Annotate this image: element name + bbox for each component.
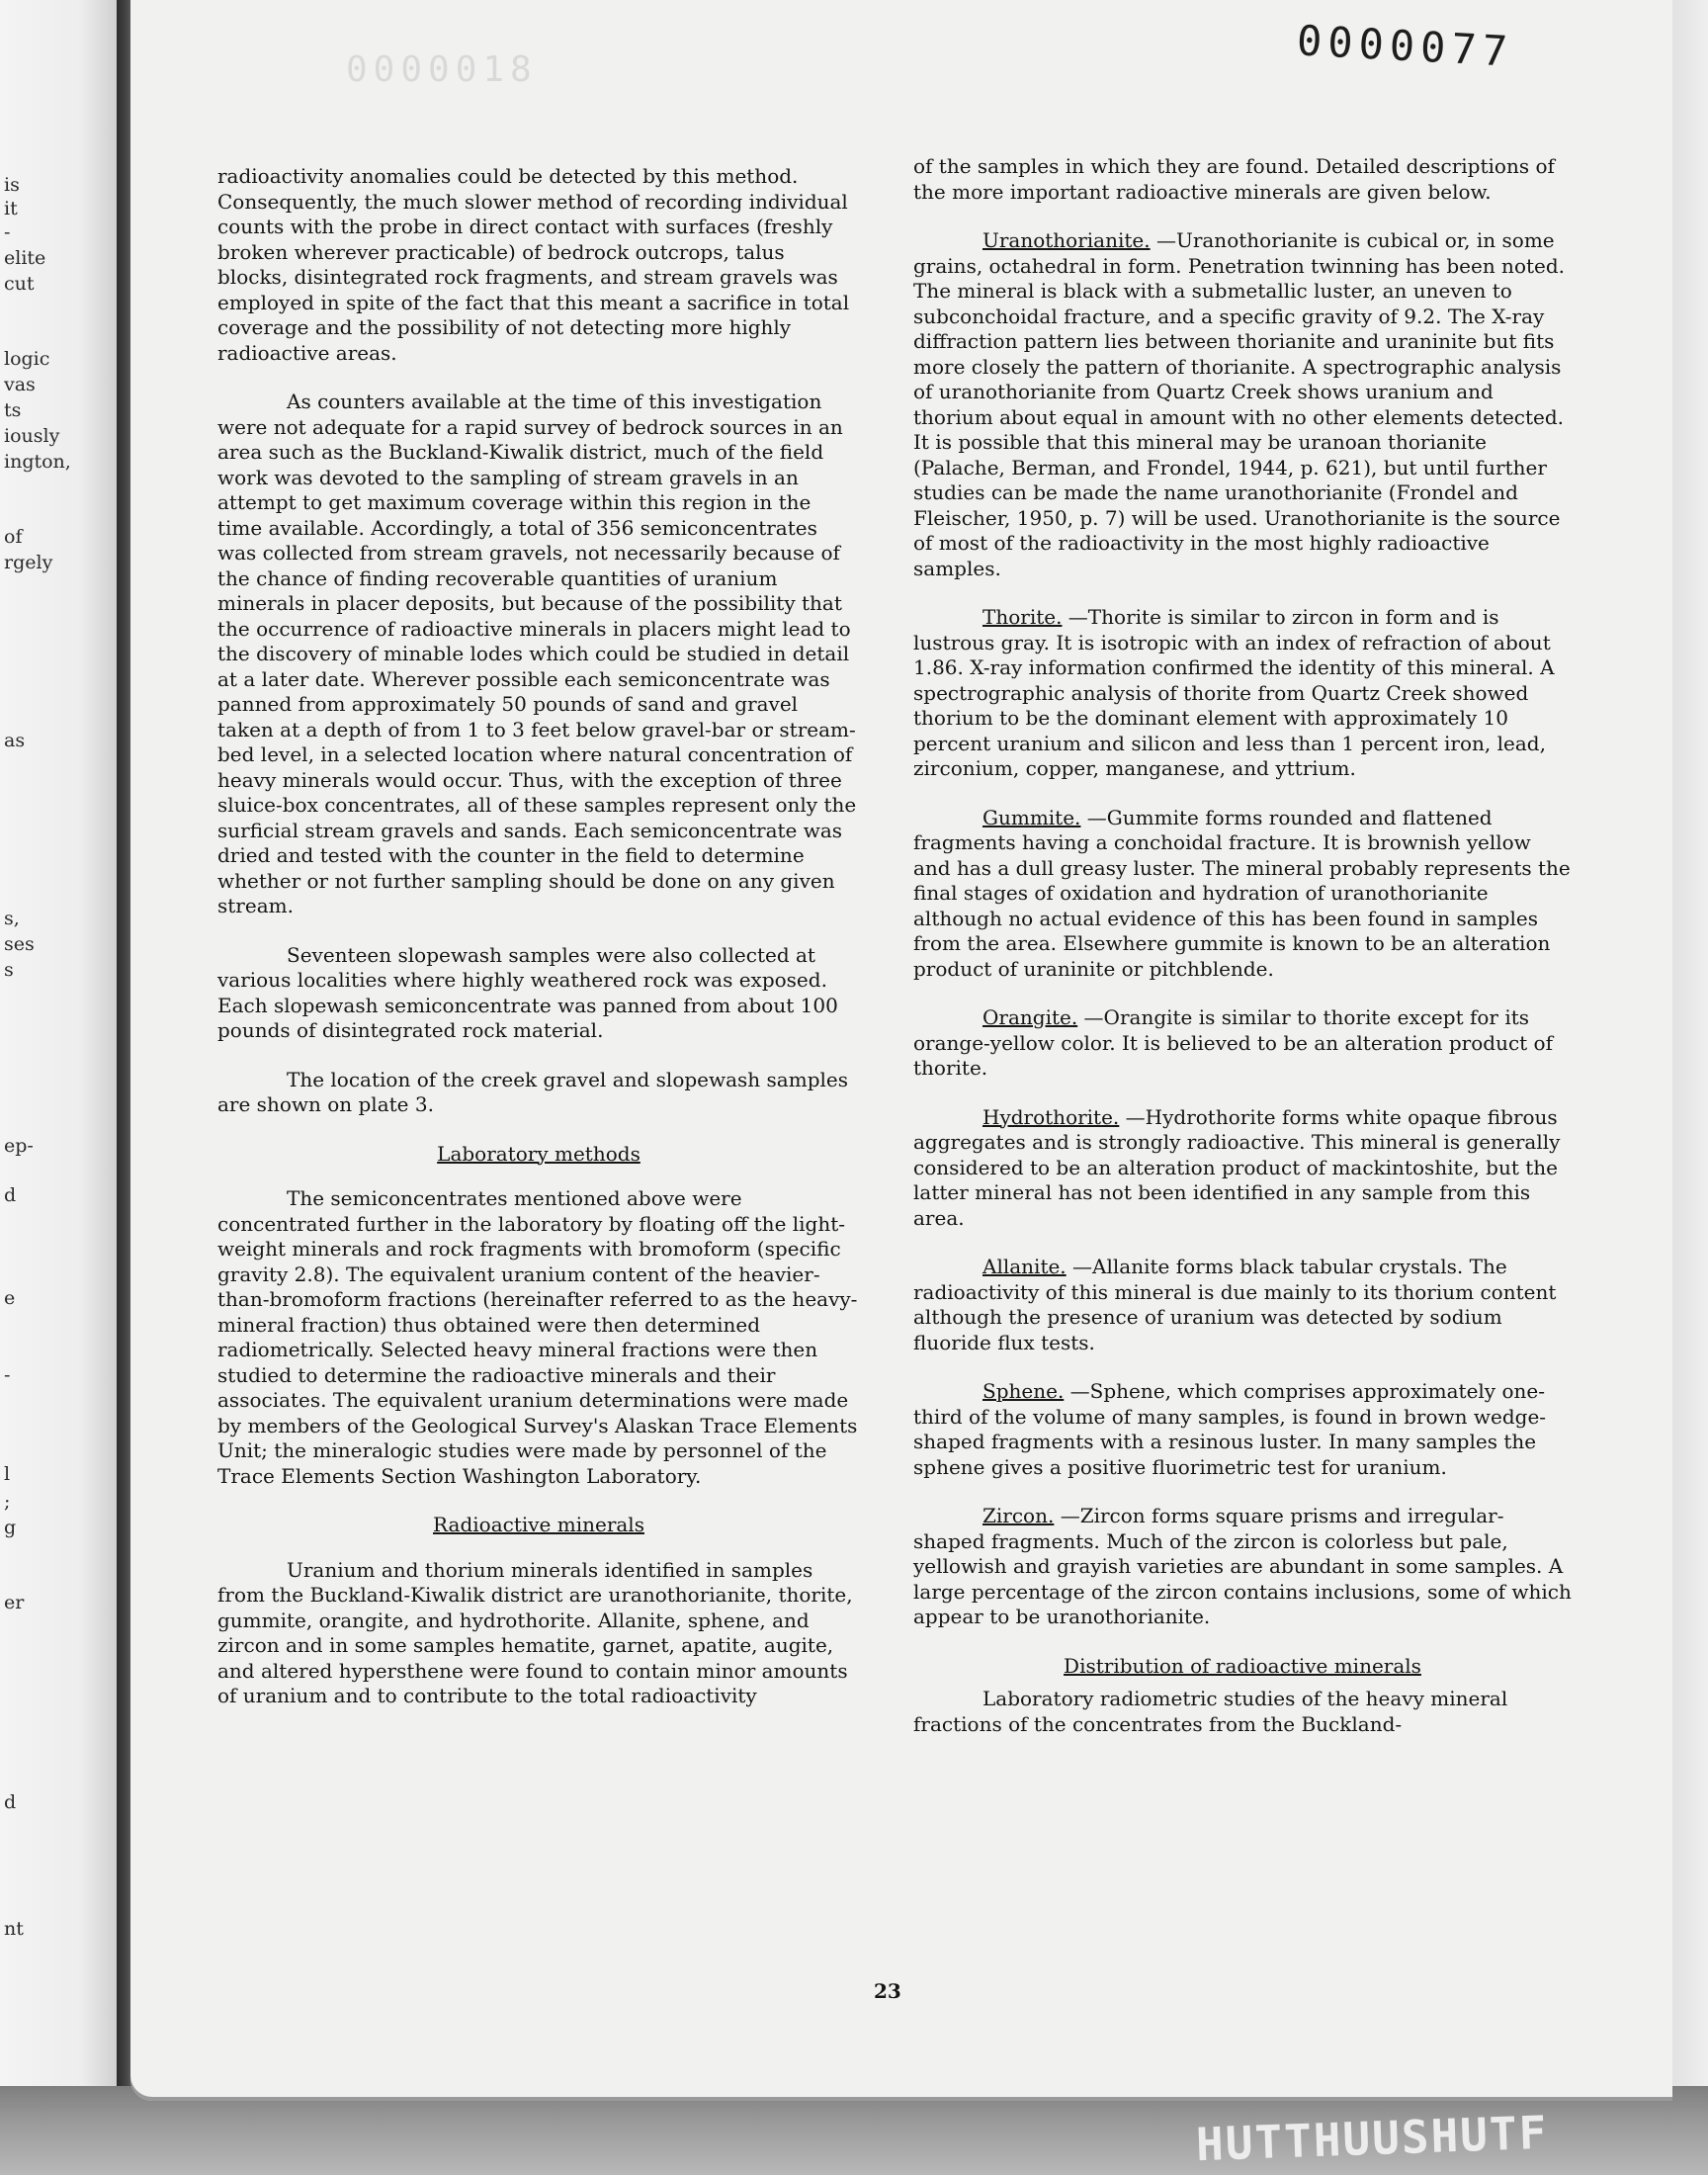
margin-fragment: s	[4, 959, 14, 981]
margin-fragment: nt	[4, 1918, 24, 1940]
section-heading	[913, 1654, 1572, 1680]
paragraph: Uranium and thorium minerals identified in samples from the Buckland-Kiwalik district are uranothorianite, thorite, gummite, orangite, and hydrothorite. Allanite, sphene, and zircon and in some samples hematite, garnet, apatite, augite, and altered hypersthene were found to contain minor amounts of uranium and to contribute to the total radioactivity	[217, 1557, 853, 1707]
margin-fragment: rgely	[4, 552, 53, 573]
paragraph: The location of the creek gravel and slopewash samples are shown on plate 3.	[217, 1067, 848, 1116]
mineral-term: Orangite.	[982, 1005, 1078, 1029]
mineral-entry-sphene	[913, 1379, 1572, 1480]
margin-fragment: g	[4, 1517, 17, 1538]
heading-text: Distribution of radioactive minerals	[1064, 1653, 1421, 1678]
margin-fragment: logic	[4, 348, 50, 370]
section-heading	[217, 1142, 860, 1168]
ghost-document-number: 0000018	[346, 49, 538, 90]
mineral-entry-hydrothorite	[913, 1105, 1572, 1232]
page-number: 23	[874, 1979, 901, 2003]
mineral-term: Thorite.	[982, 605, 1063, 629]
margin-fragment: as	[4, 730, 26, 751]
mineral-term: Uranothorianite.	[982, 228, 1151, 252]
mineral-entry-thorite	[913, 605, 1572, 782]
margin-fragment: ep-	[4, 1135, 34, 1157]
mineral-entry-allanite	[913, 1255, 1572, 1355]
margin-fragment: ts	[4, 399, 22, 421]
margin-fragment: -	[4, 1364, 11, 1386]
mineral-description: —Orangite is similar to thorite except for its orange-yellow color. It is believed to be an alteration product of thorite.	[913, 1005, 1553, 1080]
mineral-term: Allanite.	[982, 1255, 1067, 1278]
paragraph: radioactivity anomalies could be detected by this method. Consequently, the much slower method of recording individual counts with the probe in direct contact with surfaces (freshly broken wherever practicable) of bedrock outcrops, talus blocks, disintegrated rock fragments, and stream gravels was employed in spite of the fact that this meant a sacrifice in total coverage and the possibility of not detecting more highly radioactive areas.	[217, 164, 850, 365]
margin-fragment: er	[4, 1592, 25, 1613]
heading-text: Radioactive minerals	[433, 1513, 644, 1536]
mineral-entry-zircon	[913, 1504, 1572, 1630]
paragraph: As counters available at the time of this investigation were not adequate for a rapid survey of bedrock sources in an area such as the Buckland-Kiwalik district, much of the field work was devoted to the sampling of stream gravels in an attempt to get maximum coverage within this region in the time available. Accordingly, a total of 356 semiconcentrates was collected from stream gravels, not necessarily because of the chance of finding recoverable quantities of uranium minerals in placer deposits, but because of the possibility that the occurrence of radioactive minerals in placers might lead to the discovery of minable lodes which could be studied in detail at a later date. Wherever possible each semiconcentrate was panned from approximately 50 pounds of sand and gravel taken at a depth of from 1 to 3 feet below gravel-bar or stream-bed level, in a selected location where natural concentration of heavy minerals would occur. Thus, with the exception of three sluice-box concentrates, all of these samples represent only the surficial stream gravels and sands. Each semiconcentrate was dried and tested with the counter in the field to determine whether or not further sampling should be done on any given stream.	[217, 390, 857, 917]
mineral-description: —Thorite is similar to zircon in form and is lustrous gray. It is isotropic with an index of refraction of about 1.86. X-ray information confirmed the identity of this mineral. A spectrographic analysis of thorite from Quartz Creek showed thorium to be the dominant element with approximately 10 percent uranium and silicon and less than 1 percent iron, lead, zirconium, copper, manganese, and yttrium.	[913, 605, 1555, 780]
mineral-term: Zircon.	[982, 1504, 1055, 1527]
margin-fragment: ;	[4, 1491, 11, 1513]
paragraph: of the samples in which they are found. Detailed descriptions of the more important radioactive minerals are given below.	[913, 154, 1555, 204]
margin-fragment: l	[4, 1463, 11, 1485]
left-column	[217, 164, 860, 1733]
mineral-term: Hydrothorite.	[982, 1104, 1120, 1129]
margin-fragment: of	[4, 526, 23, 548]
margin-fragment: ington,	[4, 451, 71, 473]
paragraph: The semiconcentrates mentioned above were concentrated further in the laboratory by floating off the light-weight minerals and rock fragments with bromoform (specific gravity 2.8). The equivalent uranium content of the heavier-than-bromoform fractions (hereinafter referred to as the heavy-mineral fraction) thus obtained were then determined radiometrically. Selected heavy mineral fractions were then studied to determine the radioactive minerals and their associates. The equivalent uranium determinations were made by members of the Geological Survey's Alaskan Trace Elements Unit; the mineralogic studies were made by personnel of the Trace Elements Section Washington Laboratory.	[217, 1186, 858, 1488]
section-heading	[217, 1513, 860, 1538]
mineral-description: —Zircon forms square prisms and irregular-shaped fragments. Much of the zircon is colorless but pale, yellowish and grayish varieties are abundant in some samples. A large percentage of the zircon contains inclusions, some of which appear to be uranothorianite.	[913, 1504, 1572, 1628]
mineral-entry-gummite	[913, 806, 1572, 983]
mineral-term: Sphene.	[982, 1379, 1065, 1403]
margin-fragment: cut	[4, 273, 35, 295]
paragraph: Laboratory radiometric studies of the heavy mineral fractions of the concentrates from the Buckland-	[913, 1687, 1508, 1736]
mineral-description: —Sphene, which comprises approximately one-third of the volume of many samples, is found in brown wedge-shaped fragments with a resinous luster. In many samples the sphene gives a positive fluorimetric test for uranium.	[913, 1379, 1547, 1479]
margin-fragment: d	[4, 1791, 17, 1813]
mineral-term: Gummite.	[982, 805, 1081, 829]
mineral-entry-orangite	[913, 1005, 1572, 1082]
margin-fragment: is	[4, 174, 20, 196]
margin-fragment: iously	[4, 425, 60, 447]
right-column	[913, 154, 1572, 1761]
mineral-entry-uranothorianite	[913, 228, 1572, 581]
mineral-description: —Hydrothorite forms white opaque fibrous aggregates and is strongly radioactive. This mineral is generally considered to be an alteration product of mackintoshite, but the latter mineral has not been identified in any sample from this area.	[913, 1104, 1561, 1230]
heading-text: Laboratory methods	[437, 1141, 640, 1166]
facing-page-edge	[0, 0, 117, 2175]
mineral-description: —Allanite forms black tabular crystals. The radioactivity of this mineral is due mainly to its thorium content although the presence of uranium was detected by sodium fluoride flux tests.	[913, 1255, 1557, 1354]
bottom-stamp: HUTTHUUSHUTF	[1195, 2105, 1550, 2172]
margin-fragment: d	[4, 1184, 17, 1206]
document-number: 0000077	[1295, 16, 1515, 76]
margin-fragment: e	[4, 1287, 16, 1309]
margin-fragment: vas	[4, 374, 36, 395]
margin-fragment: ses	[4, 933, 35, 955]
mineral-description: —Gummite forms rounded and flattened fragments having a conchoidal fracture. It is brownish yellow and has a dull greasy luster. The mineral probably represents the final stages of oxidation and hydration of uranothorianite although no actual evidence of this has been found in samples from the area. Elsewhere gummite is known to be an alteration product of uraninite or pitchblende.	[913, 805, 1571, 981]
margin-fragment: -	[4, 221, 11, 243]
paragraph: Seventeen slopewash samples were also collected at various localities where highly weathered rock was exposed. Each slopewash semiconcentrate was panned from about 100 pounds of disintegrated rock material.	[217, 942, 838, 1042]
margin-fragment: it	[4, 198, 18, 219]
mineral-description: —Uranothorianite is cubical or, in some grains, octahedral in form. Penetration twinning has been noted. The mineral is black with a submetallic luster, an uneven to subconchoidal fracture, and a specific gravity of 9.2. The X-ray diffraction pattern lies between thorianite and uraninite but fits more closely the pattern of thorianite. A spectrographic analysis of uranothorianite from Quartz Creek shows uranium and thorium about equal in amount with no other elements detected. It is possible that this mineral may be uranoan thorianite (Palache, Berman, and Frondel, 1944, p. 621), but until further studies can be made the name uranothorianite (Frondel and Fleischer, 1950, p. 7) will be used. Uranothorianite is the source of most of the radioactivity in the most highly radioactive samples.	[913, 228, 1566, 580]
margin-fragment: elite	[4, 247, 46, 269]
margin-fragment: s,	[4, 908, 20, 929]
